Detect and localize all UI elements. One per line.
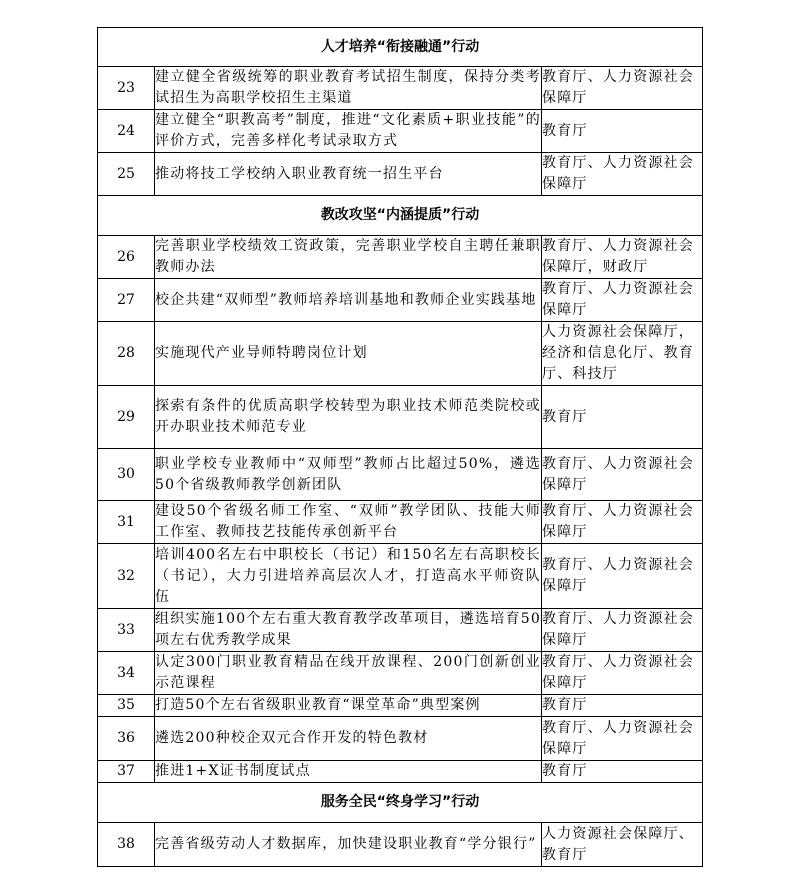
department-cell: 教育厅 <box>542 761 703 783</box>
row-number: 27 <box>98 279 155 322</box>
table-row <box>98 236 703 279</box>
department-cell: 人力资源社会保障厅，经济和信息化厅、教育厅、科技厅 <box>542 322 703 386</box>
department-cell: 人力资源社会保障厅、教育厅 <box>542 823 703 867</box>
department-cell: 教育厅、人力资源社会保障厅 <box>542 544 703 609</box>
row-number: 23 <box>98 67 155 110</box>
task-cell: 建设50个省级名师工作室、“双师”教学团队、技能大师工作室、教师技艺技能传承创新平台 <box>155 501 542 544</box>
department-cell: 教育厅、人力资源社会保障厅 <box>542 67 703 110</box>
row-number: 32 <box>98 544 155 609</box>
row-number: 37 <box>98 761 155 783</box>
row-number: 38 <box>98 823 155 867</box>
task-cell: 培训400名左右中职校长（书记）和150名左右高职校长（书记），大力引进培养高层次人才，打造高水平师资队伍 <box>155 544 542 609</box>
task-cell: 完善省级劳动人才数据库，加快建设职业教育“学分银行” <box>155 823 542 867</box>
table-row <box>98 823 703 867</box>
table-row <box>98 761 703 783</box>
row-number: 25 <box>98 153 155 196</box>
table-row <box>98 67 703 110</box>
task-cell: 遴选200种校企双元合作开发的特色教材 <box>155 717 542 761</box>
row-number: 35 <box>98 695 155 717</box>
section-header-row <box>98 28 703 67</box>
row-number: 24 <box>98 110 155 153</box>
department-cell: 教育厅、人力资源社会保障厅 <box>542 153 703 196</box>
task-cell: 推进1+X证书制度试点 <box>155 761 542 783</box>
table-row <box>98 652 703 695</box>
row-number: 36 <box>98 717 155 761</box>
table-row <box>98 609 703 652</box>
task-table <box>97 27 703 867</box>
task-cell: 职业学校专业教师中“双师型”教师占比超过50%，遴选50个省级教师教学创新团队 <box>155 449 542 501</box>
table-row <box>98 695 703 717</box>
table-row <box>98 386 703 449</box>
department-cell: 教育厅、人力资源社会保障厅 <box>542 652 703 695</box>
section-title: 教改攻坚“内涵提质”行动 <box>98 196 703 236</box>
task-cell: 探索有条件的优质高职学校转型为职业技术师范类院校或开办职业技术师范专业 <box>155 386 542 449</box>
task-cell: 建立健全“职教高考”制度，推进“文化素质+职业技能”的评价方式，完善多样化考试录取方式 <box>155 110 542 153</box>
task-cell: 认定300门职业教育精品在线开放课程、200门创新创业示范课程 <box>155 652 542 695</box>
section-header-row <box>98 783 703 823</box>
row-number: 28 <box>98 322 155 386</box>
task-cell: 校企共建“双师型”教师培养培训基地和教师企业实践基地 <box>155 279 542 322</box>
task-cell: 打造50个左右省级职业教育“课堂革命”典型案例 <box>155 695 542 717</box>
task-cell: 实施现代产业导师特聘岗位计划 <box>155 322 542 386</box>
department-cell: 教育厅、人力资源社会保障厅，财政厅 <box>542 236 703 279</box>
row-number: 30 <box>98 449 155 501</box>
department-cell: 教育厅 <box>542 110 703 153</box>
department-cell: 教育厅、人力资源社会保障厅 <box>542 717 703 761</box>
row-number: 26 <box>98 236 155 279</box>
task-cell: 完善职业学校绩效工资政策，完善职业学校自主聘任兼职教师办法 <box>155 236 542 279</box>
department-cell: 教育厅、人力资源社会保障厅 <box>542 501 703 544</box>
task-cell: 建立健全省级统筹的职业教育考试招生制度，保持分类考试招生为高职学校招生主渠道 <box>155 67 542 110</box>
department-cell: 教育厅 <box>542 695 703 717</box>
department-cell: 教育厅 <box>542 386 703 449</box>
row-number: 34 <box>98 652 155 695</box>
row-number: 33 <box>98 609 155 652</box>
department-cell: 教育厅、人力资源社会保障厅 <box>542 279 703 322</box>
department-cell: 教育厅、人力资源社会保障厅 <box>542 449 703 501</box>
row-number: 31 <box>98 501 155 544</box>
section-header-row <box>98 196 703 236</box>
table-row <box>98 153 703 196</box>
table-row <box>98 322 703 386</box>
task-cell: 推动将技工学校纳入职业教育统一招生平台 <box>155 153 542 196</box>
section-title: 服务全民“终身学习”行动 <box>98 783 703 823</box>
table-row <box>98 110 703 153</box>
task-cell: 组织实施100个左右重大教育教学改革项目，遴选培育50项左右优秀教学成果 <box>155 609 542 652</box>
table-row <box>98 449 703 501</box>
table-row <box>98 501 703 544</box>
table-row <box>98 717 703 761</box>
department-cell: 教育厅、人力资源社会保障厅 <box>542 609 703 652</box>
row-number: 29 <box>98 386 155 449</box>
table-row <box>98 279 703 322</box>
section-title: 人才培养“衔接融通”行动 <box>98 28 703 67</box>
table-row <box>98 544 703 609</box>
